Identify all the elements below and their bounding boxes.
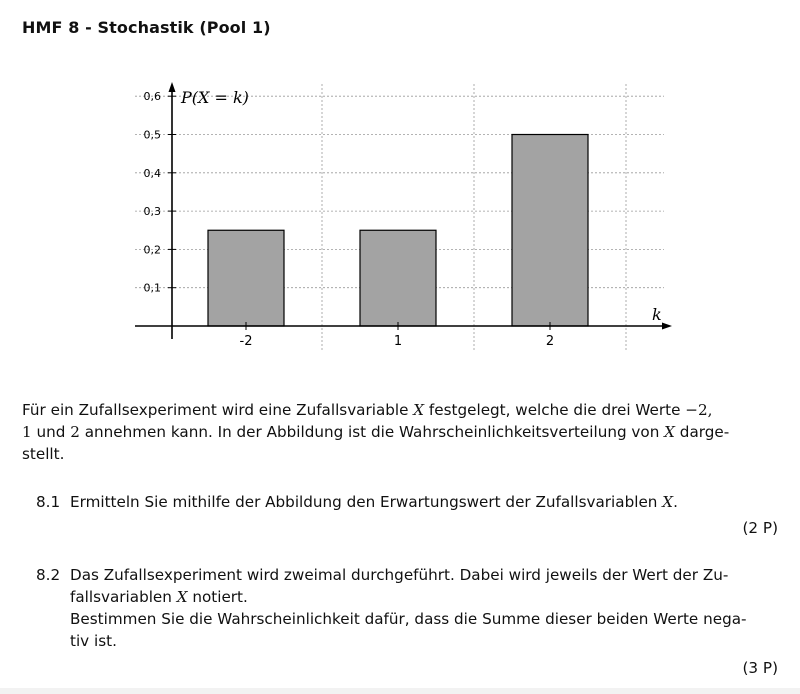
y-tick-label: 0,3 (143, 205, 161, 219)
math-variable: X (662, 493, 674, 511)
y-axis-arrow (169, 82, 176, 92)
intro-line-3: stellt. (22, 445, 65, 463)
chart-bars (208, 135, 588, 327)
task-8-1 (36, 491, 786, 515)
task-text-part: fallsvariablen (70, 588, 177, 606)
task-text-part: notiert. (187, 588, 248, 606)
task-line: Das Zufallsexperiment wird zweimal durchgeführt. Dabei wird jeweils der Wert der Zu- (70, 566, 729, 584)
page-bottom-edge (0, 688, 800, 694)
y-tick-labels (144, 90, 177, 295)
y-tick-label: 0,5 (143, 128, 161, 142)
task-text-part: Ermitteln Sie mithilfe der Abbildung den Erwartungswert der Zufallsvariablen (70, 493, 663, 511)
task-line: tiv ist. (70, 632, 117, 650)
math-variable: X (664, 423, 675, 441)
task-text (70, 491, 786, 513)
task-line (70, 586, 786, 608)
task-line: Bestimmen Sie die Wahrscheinlichkeit dafür, dass die Summe dieser beiden Werte nega- (70, 610, 747, 628)
math-variable: X (413, 401, 425, 419)
task-points: (2 P) (742, 519, 778, 537)
x-axis-label: k (652, 305, 662, 324)
task-number: 8.2 (36, 566, 61, 584)
x-tick-label: 2 (545, 334, 555, 349)
y-tick-label: 0,4 (143, 166, 161, 180)
y-axis-label: P(X = k) (181, 88, 249, 107)
task-text (70, 564, 786, 652)
bar-2 (512, 135, 588, 327)
math-value: 1 (22, 423, 32, 441)
math-variable: X (176, 588, 188, 606)
bar-1 (360, 230, 436, 326)
intro-text: darge- (674, 423, 730, 441)
intro-line-2 (22, 421, 780, 443)
task-number: 8.1 (36, 493, 61, 511)
x-tick-label: -2 (239, 334, 253, 349)
bar--2 (208, 230, 284, 326)
y-tick-label: 0,2 (143, 243, 161, 257)
intro-text: und (31, 423, 71, 441)
math-value: −2, (685, 401, 713, 419)
task-8-2 (36, 564, 786, 654)
x-axis-arrow (662, 323, 672, 330)
page-title: HMF 8 - Stochastik (Pool 1) (22, 18, 271, 37)
intro-text: annehmen kann. In der Abbildung ist die Wahrscheinlichkeitsverteilung von (79, 423, 665, 441)
task-text-part: . (673, 493, 678, 511)
math-value: 2 (70, 423, 80, 441)
intro-text: festgelegt, welche die drei Werte (424, 401, 686, 419)
y-tick-label: 0,1 (143, 281, 161, 295)
intro-text: Für ein Zufallsexperiment wird eine Zufallsvariable (22, 401, 414, 419)
y-tick-label: 0,6 (143, 90, 161, 104)
intro-line-1 (22, 399, 780, 421)
task-points: (3 P) (742, 659, 778, 677)
problem-intro (22, 399, 780, 465)
x-tick-label: 1 (393, 334, 403, 349)
